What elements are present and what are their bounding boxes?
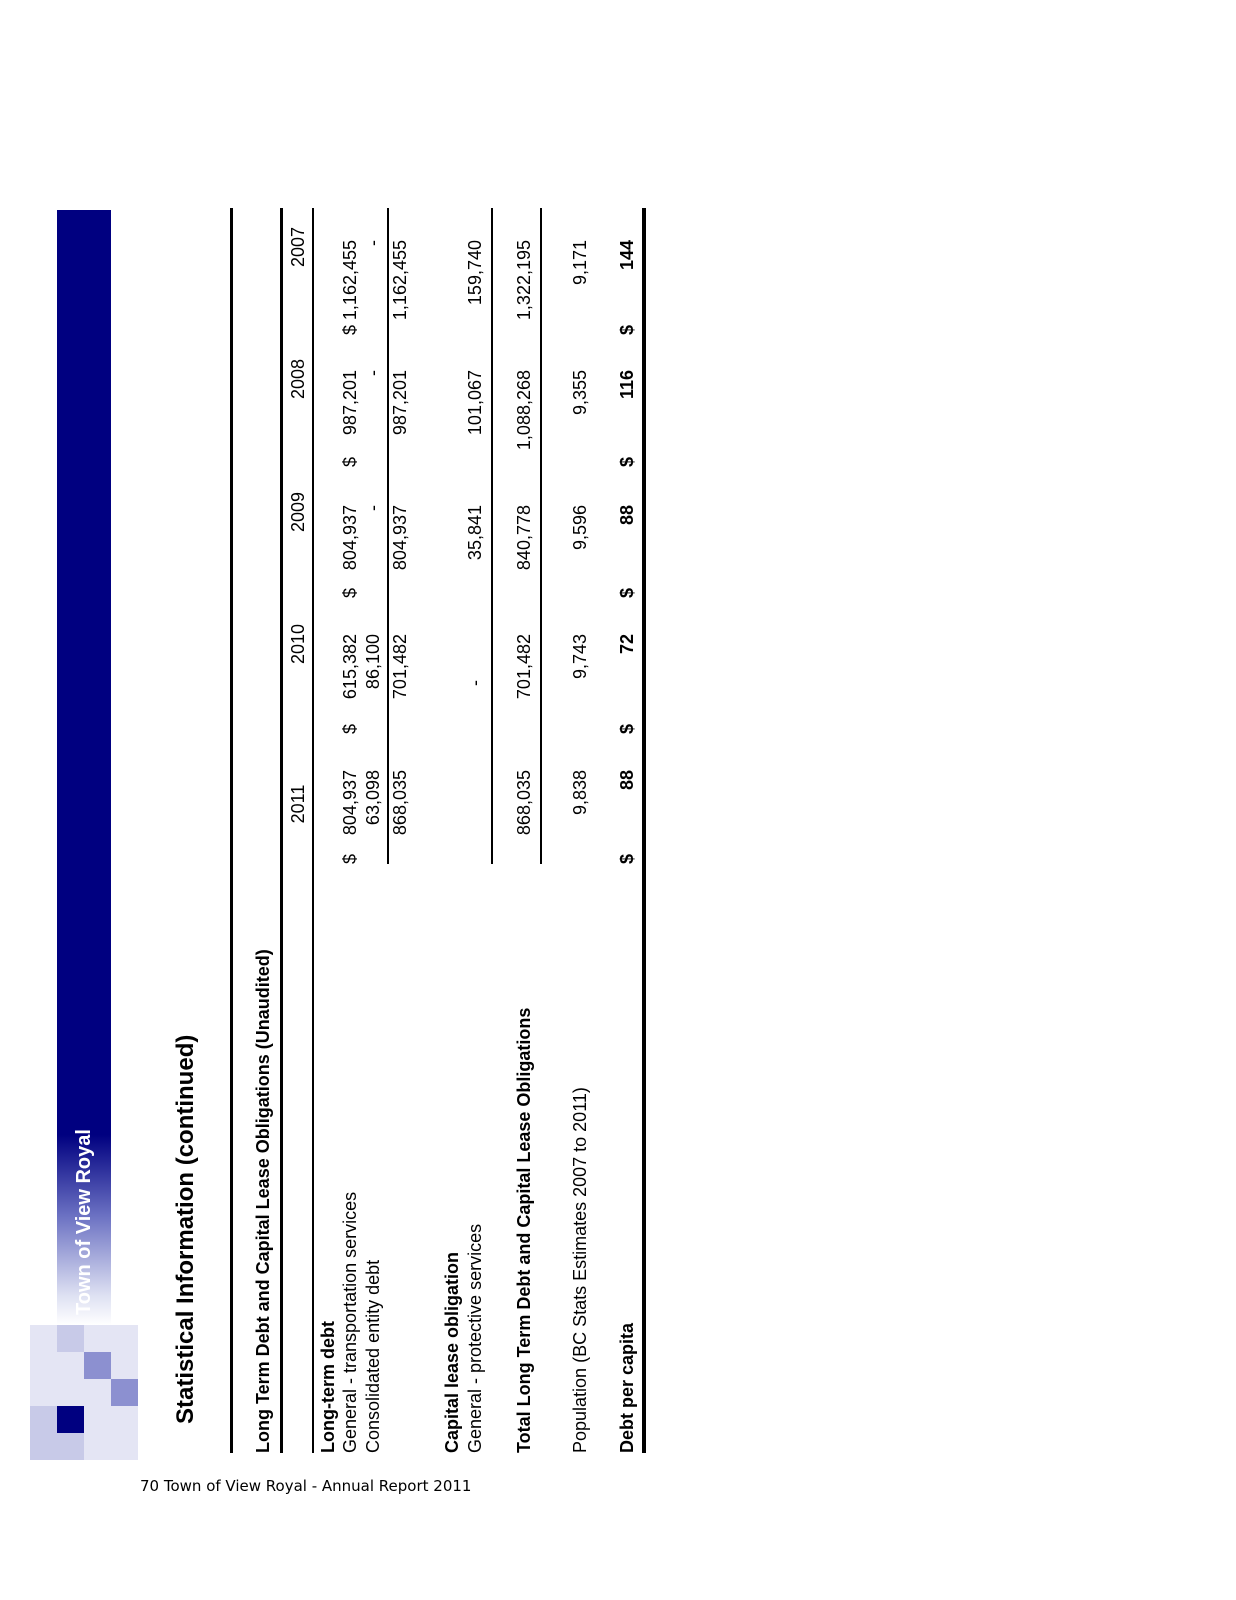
value-2007: 159,740: [465, 240, 485, 306]
population-2009: 9,596: [570, 505, 590, 551]
currency-symbol: $: [340, 587, 360, 598]
currency-symbol: $: [340, 324, 360, 335]
currency-symbol: $: [340, 853, 360, 864]
value-2009: 35,841: [465, 505, 485, 561]
currency-symbol: $: [617, 723, 637, 734]
page-footer: 70 Town of View Royal - Annual Report 2011: [140, 1477, 472, 1495]
year-header: 2011: [288, 784, 308, 824]
value-2008: 101,067: [465, 370, 485, 436]
top-rule: [230, 208, 233, 1453]
row-label: General - transportation services: [340, 1191, 360, 1453]
decor-square-mid2: [111, 1379, 138, 1406]
population-2007: 9,171: [570, 240, 590, 286]
value-2007: -: [363, 240, 383, 246]
decor-square-dark: [57, 1406, 84, 1433]
capital-lease-rule: [491, 208, 493, 864]
row-label: Consolidated entity debt: [363, 1259, 383, 1453]
value-2011: 804,937: [340, 770, 360, 836]
subtotal-2011: 868,035: [390, 770, 410, 836]
debt-per-capita-2011: 88: [617, 770, 637, 791]
currency-symbol: $: [340, 723, 360, 734]
section-heading-capital-lease: Capital lease obligation: [442, 1251, 462, 1453]
currency-symbol: $: [617, 324, 637, 335]
subtotal-2009: 804,937: [390, 505, 410, 571]
currency-symbol: $: [617, 587, 637, 598]
total-rule: [540, 208, 542, 864]
subtotal-2007: 1,162,455: [390, 240, 410, 321]
population-2011: 9,838: [570, 770, 590, 816]
year-header: 2007: [288, 226, 308, 268]
currency-symbol: $: [617, 456, 637, 467]
banner-title: Town of View Royal: [73, 1129, 95, 1315]
bottom-rule: [642, 208, 646, 1453]
subtotal-2008: 987,201: [390, 370, 410, 436]
debt-per-capita-2010: 72: [617, 634, 637, 655]
table-title: Long Term Debt and Capital Lease Obligations (Unaudited): [253, 949, 273, 1453]
total-2007: 1,322,195: [514, 240, 534, 321]
section-heading-long-term-debt: Long-term debt: [318, 1321, 338, 1453]
debt-per-capita-2009: 88: [617, 505, 637, 526]
total-2009: 840,778: [514, 505, 534, 571]
population-2010: 9,743: [570, 634, 590, 680]
debt-per-capita-2007: 144: [617, 240, 637, 271]
subtotal-rule: [387, 208, 389, 864]
value-2008: 987,201: [340, 370, 360, 436]
value-2009: -: [363, 505, 383, 511]
header-rule: [280, 208, 283, 1453]
decor-square-mid: [84, 1352, 111, 1379]
years-rule: [312, 208, 314, 1453]
currency-symbol: $: [340, 456, 360, 467]
total-2010: 701,482: [514, 634, 534, 700]
population-label: Population (BC Stats Estimates 2007 to 2011): [570, 1087, 590, 1453]
value-2008: -: [363, 370, 383, 376]
total-2008: 1,088,268: [514, 370, 534, 451]
value-2009: 804,937: [340, 505, 360, 571]
value-2007: 1,162,455: [340, 240, 360, 321]
total-2011: 868,035: [514, 770, 534, 836]
value-2010: 86,100: [363, 634, 383, 690]
debt-per-capita-2008: 116: [617, 370, 637, 400]
value-2010: 615,382: [340, 634, 360, 700]
currency-symbol: $: [617, 853, 637, 864]
debt-per-capita-label: Debt per capita: [617, 1322, 637, 1453]
page-title: Statistical Information (continued): [172, 1034, 199, 1424]
total-label: Total Long Term Debt and Capital Lease Obligations: [514, 1007, 534, 1453]
population-2008: 9,355: [570, 370, 590, 416]
rotated-page-content: [30, 210, 670, 1460]
subtotal-2010: 701,482: [390, 634, 410, 700]
year-header: 2010: [288, 623, 308, 665]
value-2010: -: [465, 680, 485, 686]
year-header: 2008: [288, 358, 308, 400]
year-header: 2009: [288, 491, 308, 533]
value-2011: 63,098: [363, 770, 383, 826]
row-label: General - protective services: [465, 1223, 485, 1453]
decor-square-soft: [57, 1325, 84, 1352]
